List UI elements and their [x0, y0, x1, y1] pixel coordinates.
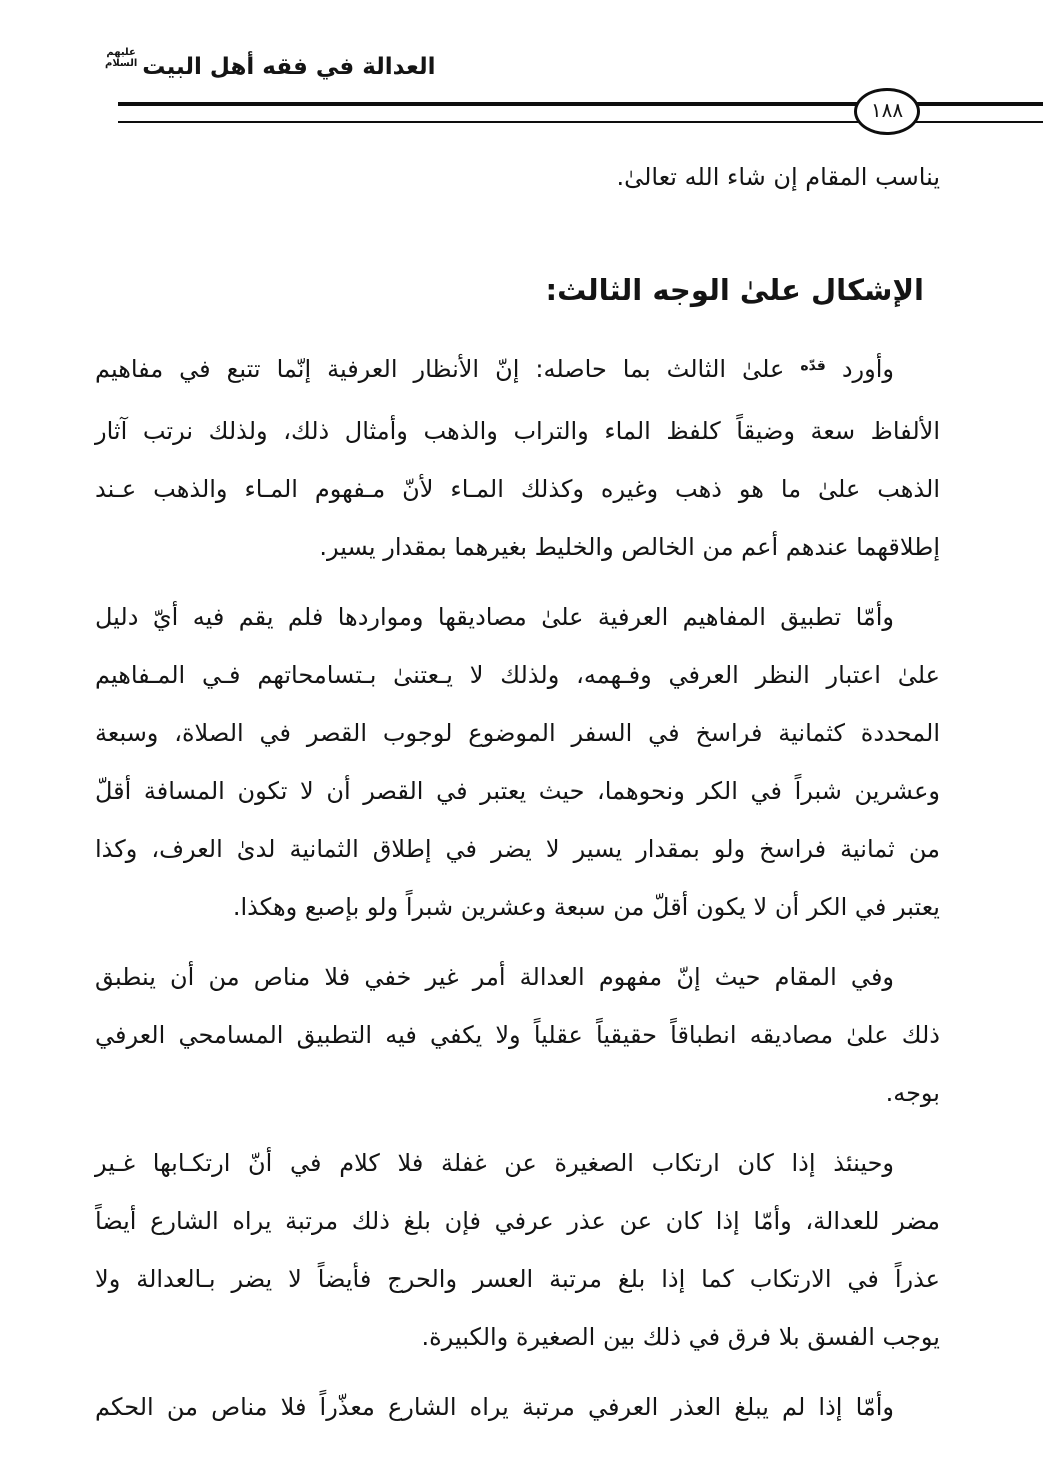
paragraph-4: [95, 1134, 940, 1366]
text-line: الألفاظ سعة وضيقاً كلفظ الماء والتراب والذهب وأمثال ذلك، ولذلك نرتب آثار: [95, 417, 940, 445]
text-line: وعشرين شبراً في الكر ونحوهما، حيث يعتبر في القصر أن لا تكون المسافة أقلّ: [95, 777, 940, 805]
text-line: الذهب علىٰ ما هو ذهب وغيره وكذلك المـاء لأنّ مـفهوم المـاء والذهب عـند: [95, 475, 940, 503]
text-line: مضر للعدالة، وأمّا إذا كان عن عذر عرفي فإن بلغ ذلك مرتبة يراه الشارع أيضاً: [95, 1207, 940, 1235]
text-line-rest: علىٰ الثالث بما حاصله: إنّ الأنظار العرفية إنّما تتبع في مفاهيم: [95, 355, 785, 383]
page-number-badge: [854, 88, 920, 135]
text-line: من ثمانية فراسخ ولو بمقدار يسير لا يضر في إطلاق الثمانية لدىٰ العرف، وكذا: [95, 835, 940, 863]
qaddasa-sirruh-honorific: قدّه: [800, 358, 826, 374]
paragraph-3: [95, 948, 940, 1122]
running-header: [105, 47, 436, 80]
text-line: وأمّا تطبيق المفاهيم العرفية علىٰ مصاديقها ومواردها فلم يقم فيه أيّ دليل: [95, 603, 894, 631]
text-line: وحينئذ إذا كان ارتكاب الصغيرة عن غفلة فلا كلام في أنّ ارتكـابها غـير: [95, 1149, 894, 1177]
text-line: بوجه.: [885, 1079, 940, 1107]
paragraph-1: [95, 340, 940, 576]
honorific-bottom: السلام: [105, 57, 138, 69]
text-line: يوجب الفسق بلا فرق في ذلك بين الصغيرة والكبيرة.: [421, 1323, 940, 1351]
page-body: [95, 148, 940, 1448]
alayhim-assalam-calligraphy: [105, 48, 137, 69]
paragraph-2: [95, 588, 940, 936]
text-line: علىٰ اعتبار النظر العرفي وفـهمه، ولذلك لا يـعتنىٰ بـتسامحاتهم فـي المـفاهيم: [95, 661, 940, 689]
text-line: [95, 340, 940, 402]
text-line: المحددة كثمانية فراسخ في السفر الموضوع لوجوب القصر في الصلاة، وسبعة: [95, 719, 940, 747]
text-line: إطلاقهما عندهم أعم من الخالص والخليط بغيرهما بمقدار يسير.: [319, 533, 940, 561]
page-number: ١٨٨: [870, 98, 904, 122]
paragraph-5: [95, 1378, 940, 1436]
continuation-line: يناسب المقام إن شاء الله تعالىٰ.: [616, 163, 940, 191]
text-line: عذراً في الارتكاب كما إذا بلغ مرتبة العسر والحرج فأيضاً لا يضر بـالعدالة ولا: [95, 1265, 940, 1293]
text-line-start: وأورد: [841, 355, 894, 383]
text-line: وأمّا إذا لم يبلغ العذر العرفي مرتبة يراه الشارع معذّراً فلا مناص من الحكم: [95, 1393, 894, 1421]
text-line: وفي المقام حيث إنّ مفهوم العدالة أمر غير خفي فلا مناص من أن ينطبق: [95, 963, 894, 991]
text-line: يعتبر في الكر أن لا يكون أقلّ من سبعة وعشرين شبراً ولو بإصبع وهكذا.: [232, 893, 940, 921]
honorific-top: عليهم: [106, 47, 136, 58]
section-heading: الإشكال علىٰ الوجه الثالث:: [545, 273, 924, 307]
text-line: ذلك علىٰ مصاديقه انطباقاً حقيقياً عقلياً ولا يكفي فيه التطبيق المسامحي العرفي: [95, 1021, 940, 1049]
book-title: العدالة في فقه أهل البيت: [142, 54, 436, 80]
